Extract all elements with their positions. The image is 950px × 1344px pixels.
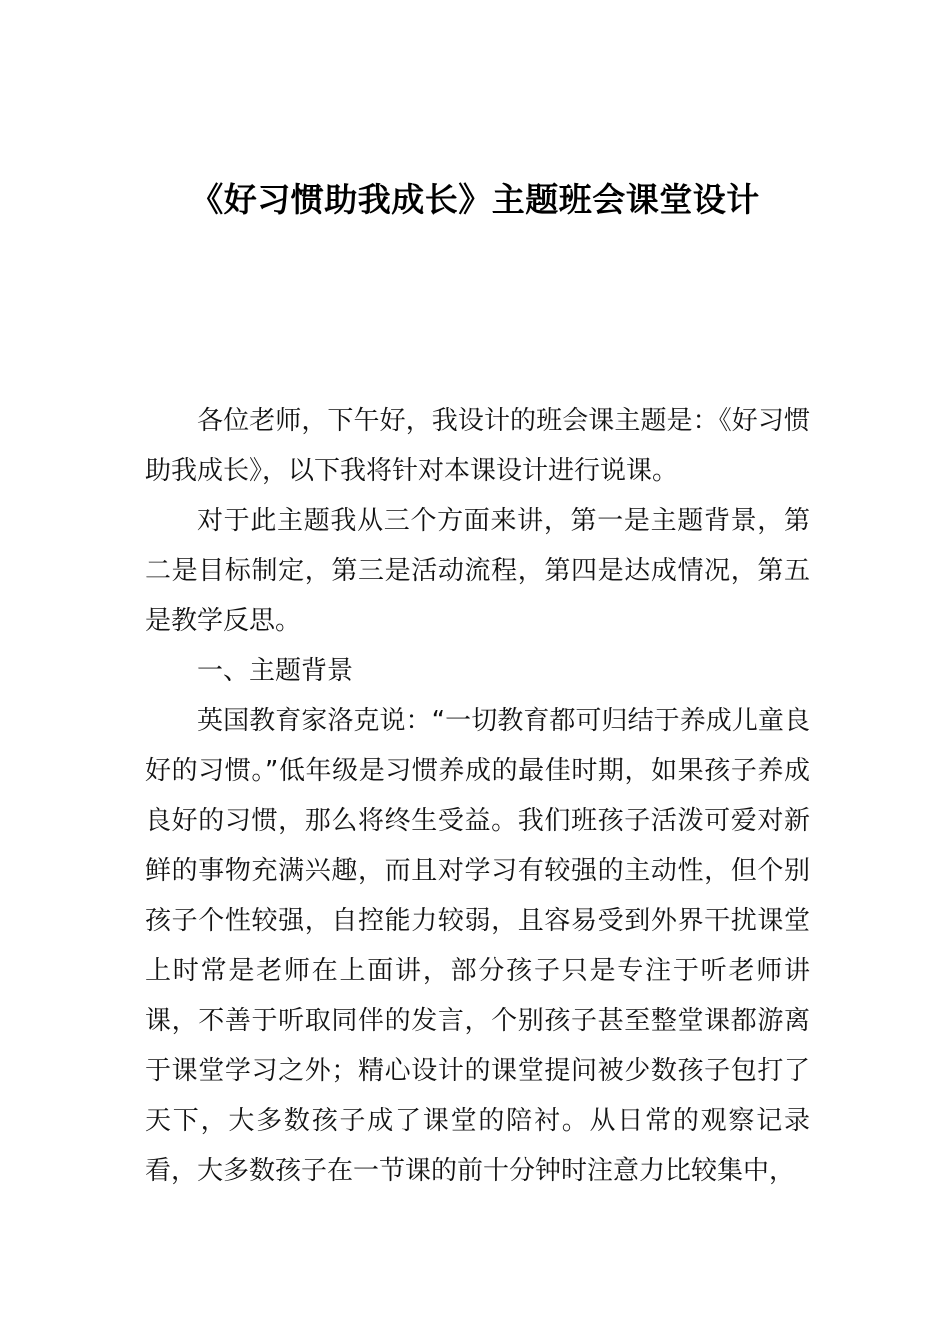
paragraph-greeting: 各位老师，下午好，我设计的班会课主题是：《好习惯助我成长》，以下我将针对本课设计进行说课。 (145, 406, 810, 486)
paragraph-background: 英国教育家洛克说：“一切教育都可归结于养成儿童良好的习惯。”低年级是习惯养成的最佳时期，如果孩子养成良好的习惯，那么将终生受益。我们班孩子活泼可爱对新鲜的事物充满兴趣，而且对学习有较强的主动性，但个别孩子个性较强，自控能力较弱，且容易受到外界干扰课堂上时常是老师在上面讲，部分孩子只是专注于听老师讲课，不善于听取同伴的发言，个别孩子甚至整堂课都游离于课堂学习之外；精心设计的课堂提问被少数孩子包打了天下，大多数孩子成了课堂的陪衬。从日常的观察记录看，大多数孩子在一节课的前十分钟时注意力比较集中， (145, 706, 810, 1186)
document-body (145, 396, 810, 1196)
section-heading-background: 一、主题背景 (197, 656, 354, 686)
document-title: 《好习惯助我成长》主题班会课堂设计 (190, 180, 760, 220)
paragraph-outline: 对于此主题我从三个方面来讲，第一是主题背景，第二是目标制定，第三是活动流程，第四是达成情况，第五是教学反思。 (145, 506, 810, 636)
